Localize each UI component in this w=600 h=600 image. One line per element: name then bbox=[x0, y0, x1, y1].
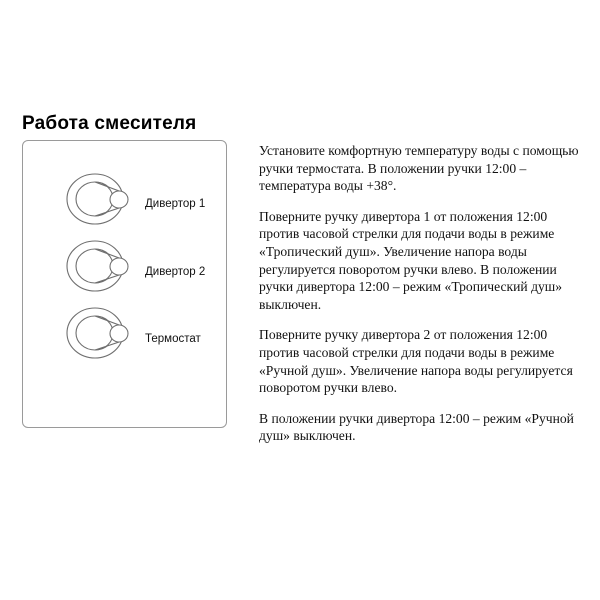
thermostat-label: Термостат bbox=[145, 333, 201, 345]
instruction-paragraph: В положении ручки дивертора 12:00 – режим «Ручной душ» выключен. bbox=[259, 410, 574, 444]
thermostat-knob[interactable] bbox=[63, 303, 143, 363]
diverter-2-label: Дивертор 2 bbox=[145, 266, 206, 278]
page-title: Работа смесителя bbox=[22, 112, 197, 134]
diverter-1-knob[interactable] bbox=[63, 169, 143, 229]
instruction-paragraph: Поверните ручку дивертора 2 от положения 12:00 против часовой стрелки для подачи воды в режиме «Ручной душ». Увеличение напора воды регулируется поворотом ручки влево. bbox=[259, 327, 573, 396]
instruction-paragraph: Установите комфортную температуру воды с помощью ручки термостата. В положении ручки 12:00 – температура воды +38°. bbox=[259, 143, 579, 194]
mixer-diagram-panel bbox=[22, 140, 227, 428]
instruction-paragraph: Поверните ручку дивертора 1 от положения 12:00 против часовой стрелки для подачи воды в режиме «Тропический душ». Увеличение напора воды регулируется поворотом ручки влево. В положении ручки дивертора 12:00 – режим «Тропический душ» выключен. bbox=[259, 208, 563, 312]
instructions-column bbox=[259, 142, 581, 445]
diverter-1-label: Дивертор 1 bbox=[145, 198, 206, 210]
diverter-2-knob[interactable] bbox=[63, 236, 143, 296]
